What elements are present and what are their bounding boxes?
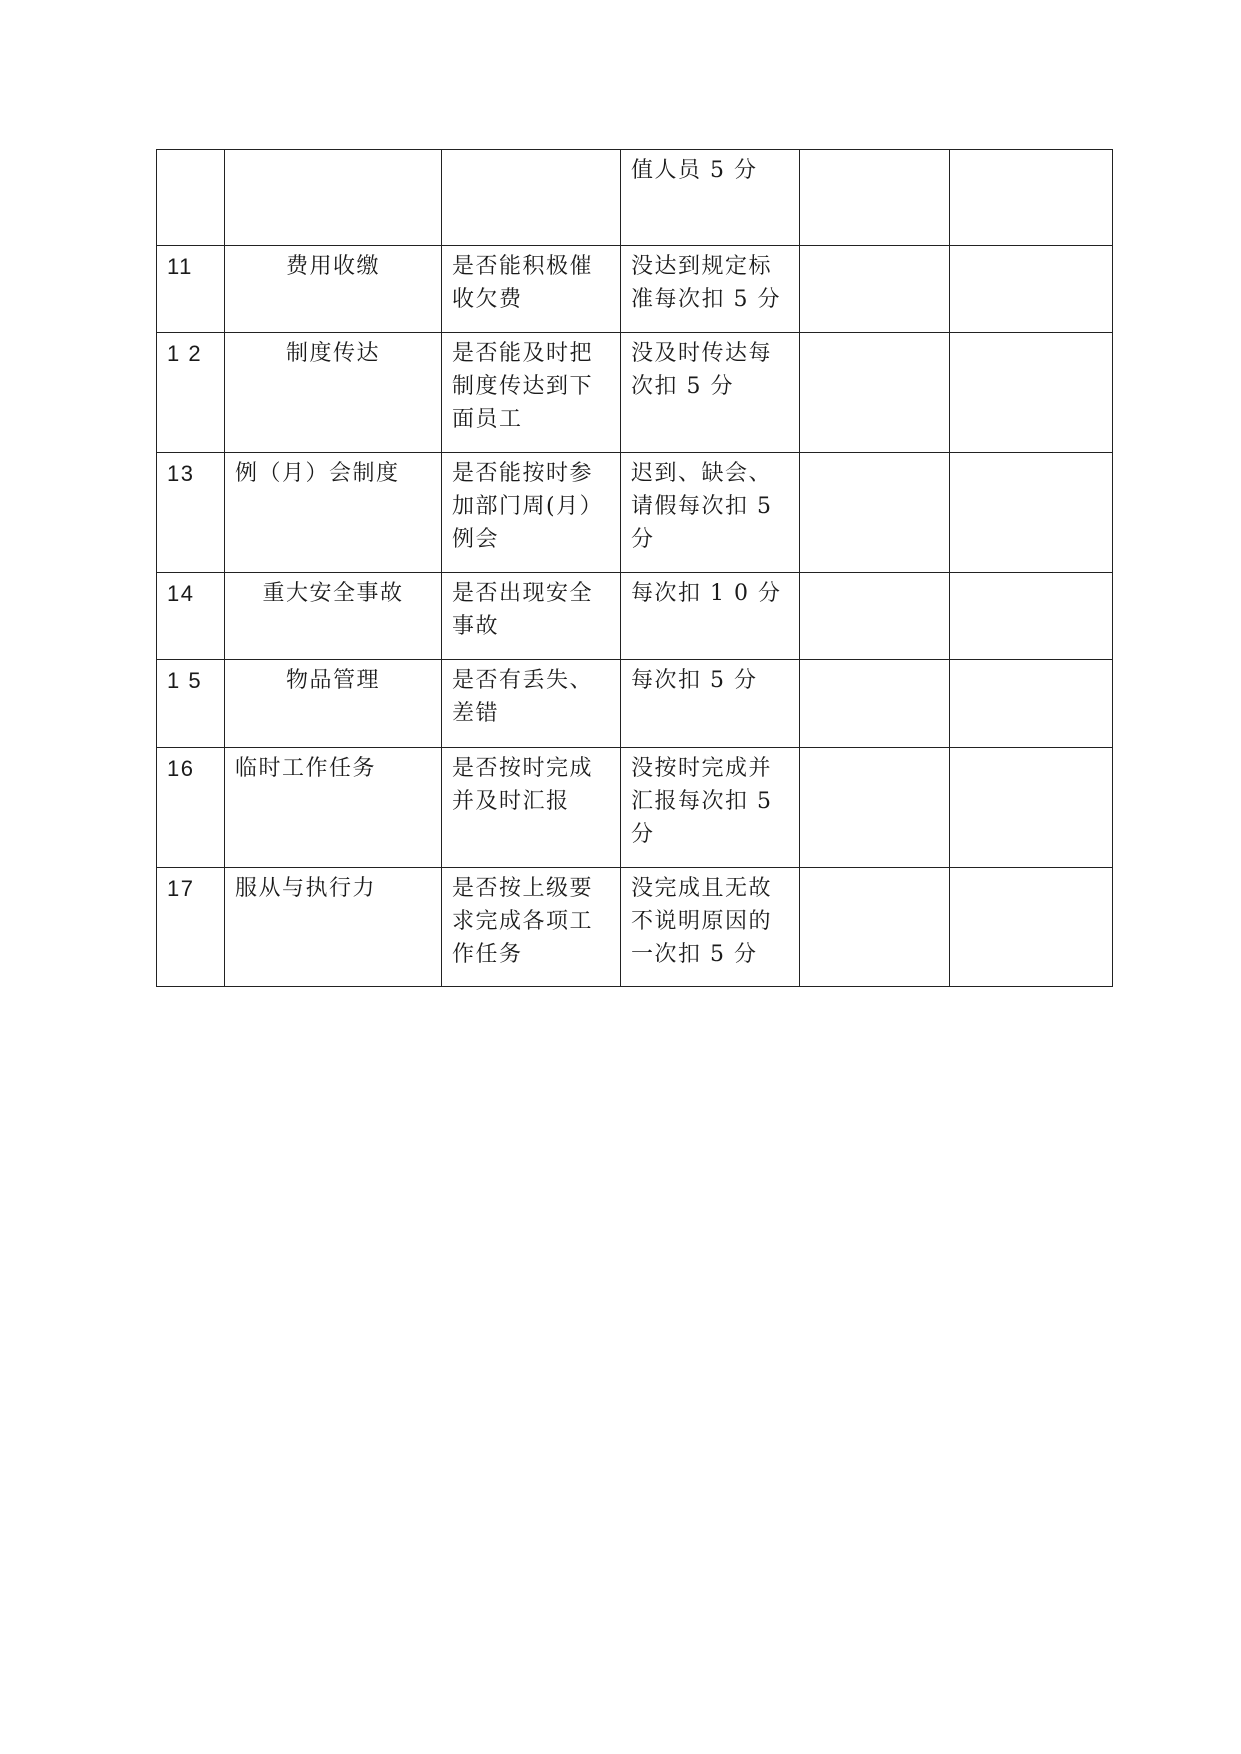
criterion-cell: 是否能及时把制度传达到下面员工 [442,333,621,453]
assessment-item-cell [225,150,442,246]
row-number-cell [157,150,225,246]
assessment-item-cell: 临时工作任务 [225,748,442,868]
table-row [157,660,1113,748]
score-cell [800,868,950,987]
score-cell [800,660,950,748]
criterion-cell: 是否能按时参加部门周(月）例会 [442,453,621,573]
score-cell [800,453,950,573]
deduction-cell: 每次扣 1 0 分 [621,573,800,660]
table-row [157,333,1113,453]
criterion-cell: 是否按上级要求完成各项工作任务 [442,868,621,987]
criterion-cell: 是否出现安全事故 [442,573,621,660]
assessment-item-cell: 费用收缴 [225,246,442,333]
table-body [157,150,1113,987]
remark-cell [950,748,1113,868]
row-number-cell: 1 2 [157,333,225,453]
table-row [157,246,1113,333]
remark-cell [950,453,1113,573]
table-row [157,868,1113,987]
deduction-cell: 没及时传达每次扣 5 分 [621,333,800,453]
table-row [157,573,1113,660]
criterion-cell: 是否有丢失、差错 [442,660,621,748]
score-cell [800,333,950,453]
row-number-cell: 13 [157,453,225,573]
score-cell [800,573,950,660]
deduction-cell: 没达到规定标准每次扣 5 分 [621,246,800,333]
assessment-item-cell: 例（月）会制度 [225,453,442,573]
assessment-item-cell: 物品管理 [225,660,442,748]
criterion-cell [442,150,621,246]
assessment-item-cell: 制度传达 [225,333,442,453]
remark-cell [950,573,1113,660]
score-cell [800,150,950,246]
criterion-cell: 是否按时完成并及时汇报 [442,748,621,868]
deduction-cell: 每次扣 5 分 [621,660,800,748]
deduction-cell: 迟到、缺会、请假每次扣 5 分 [621,453,800,573]
row-number-cell: 1 5 [157,660,225,748]
assessment-table [156,149,1113,987]
deduction-cell: 没按时完成并汇报每次扣 5 分 [621,748,800,868]
remark-cell [950,333,1113,453]
remark-cell [950,868,1113,987]
table-row [157,150,1113,246]
remark-cell [950,246,1113,333]
row-number-cell: 14 [157,573,225,660]
deduction-cell: 值人员 5 分 [621,150,800,246]
remark-cell [950,150,1113,246]
score-cell [800,748,950,868]
remark-cell [950,660,1113,748]
deduction-cell: 没完成且无故不说明原因的一次扣 5 分 [621,868,800,987]
assessment-item-cell: 重大安全事故 [225,573,442,660]
row-number-cell: 16 [157,748,225,868]
score-cell [800,246,950,333]
row-number-cell: 17 [157,868,225,987]
row-number-cell: 11 [157,246,225,333]
criterion-cell: 是否能积极催收欠费 [442,246,621,333]
assessment-item-cell: 服从与执行力 [225,868,442,987]
table-row [157,453,1113,573]
table-row [157,748,1113,868]
